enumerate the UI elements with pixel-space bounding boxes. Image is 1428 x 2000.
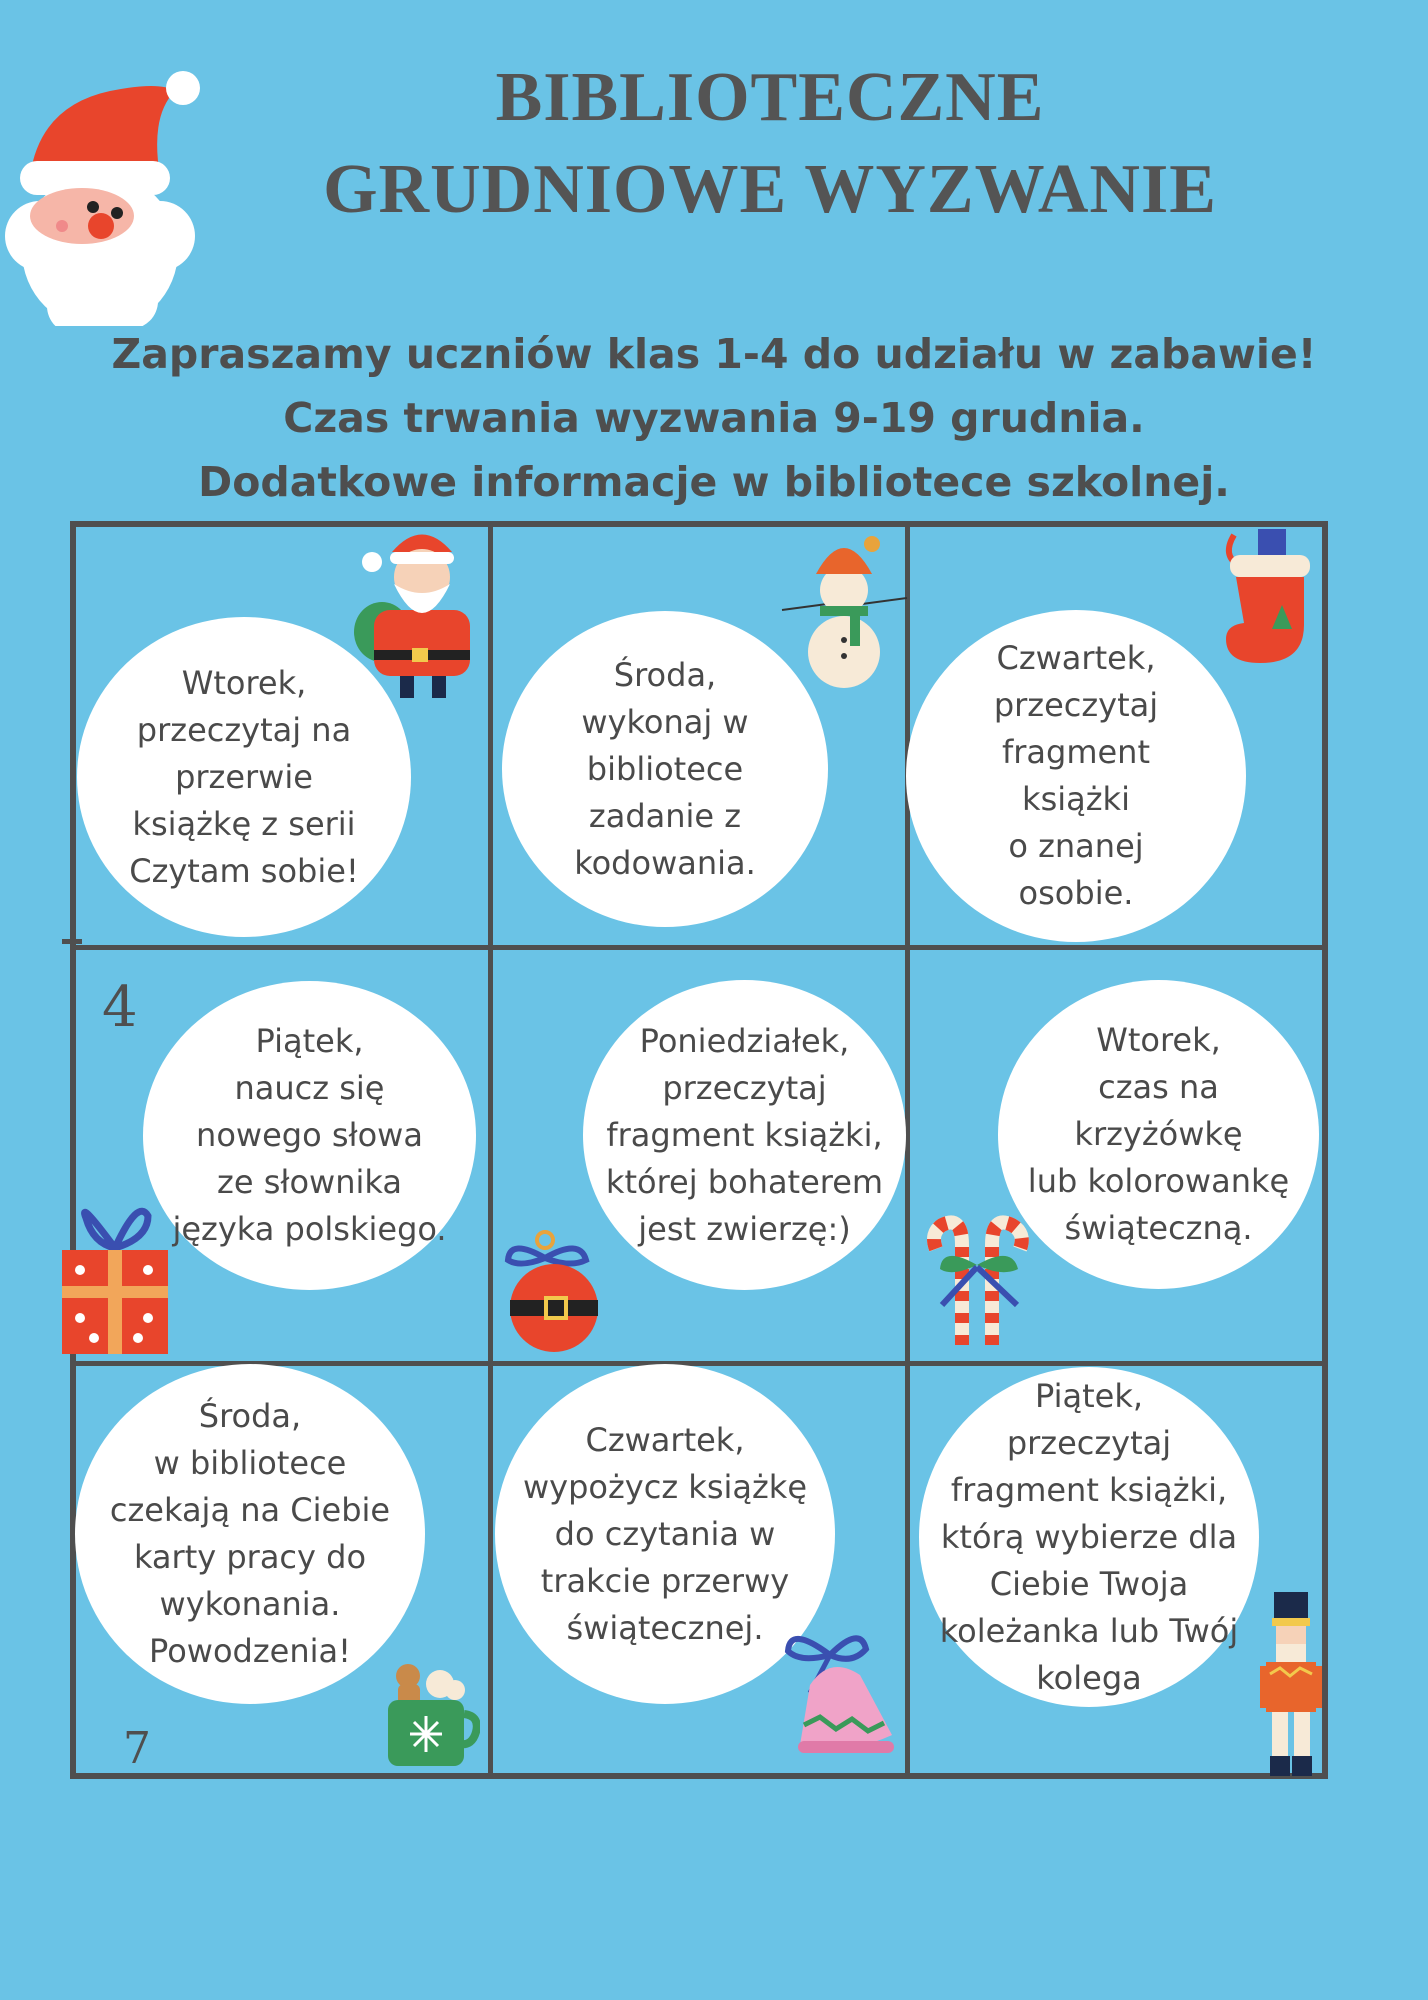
stocking-icon bbox=[1220, 525, 1320, 670]
intro-line-1: Zapraszamy uczniów klas 1-4 do udziału w zabawie! bbox=[111, 330, 1317, 378]
task-circle-friday-1 bbox=[143, 981, 476, 1290]
nutcracker-icon bbox=[1258, 1590, 1328, 1780]
task-text: Piątek, naucz się nowego słowa ze słownika języka polskiego. bbox=[172, 1022, 447, 1248]
grid-divider bbox=[488, 527, 493, 1773]
title-line-2: GRUDNIOWE WYZWANIE bbox=[323, 151, 1217, 228]
santa-head-icon bbox=[0, 36, 210, 326]
grid-divider bbox=[905, 527, 910, 1773]
page-title bbox=[300, 52, 1240, 236]
task-text: Poniedziałek, przeczytaj fragment książki, której bohaterem jest zwierzę:) bbox=[605, 1021, 884, 1248]
task-text: Piątek, przeczytaj fragment książki, którą wybierze dla Ciebie Twoja koleżanka lub Twój kolega bbox=[939, 1376, 1239, 1697]
task-text: Środa, w bibliotece czekają na Ciebie karty pracy do wykonania. Powodzenia! bbox=[109, 1397, 391, 1670]
cocoa-mug-icon bbox=[380, 1656, 480, 1771]
task-text: Czwartek, wypożycz książkę do czytania w trakcie przerwy świątecznej. bbox=[522, 1420, 807, 1647]
bell-icon bbox=[780, 1625, 900, 1760]
santa-icon bbox=[352, 522, 492, 712]
task-circle-monday bbox=[583, 980, 906, 1290]
intro-line-3: Dodatkowe informacje w bibliotece szkolnej. bbox=[198, 458, 1230, 506]
task-text: Wtorek, czas na krzyżówkę lub kolorowankę świąteczną. bbox=[1027, 1021, 1290, 1247]
intro-line-2: Czas trwania wyzwania 9-19 grudnia. bbox=[283, 394, 1145, 442]
number-four: 4 bbox=[102, 975, 138, 1040]
task-circle-wednesday-2 bbox=[75, 1364, 425, 1704]
task-circle-friday-2 bbox=[919, 1367, 1259, 1707]
snowman-icon bbox=[772, 522, 912, 692]
task-circle-thursday-1 bbox=[906, 610, 1246, 942]
intro-text bbox=[0, 322, 1428, 514]
title-line-1: BIBLIOTECZNE bbox=[495, 59, 1045, 136]
grid-divider bbox=[76, 945, 1322, 950]
task-text: Środa, wykonaj w bibliotece zadanie z kodowania. bbox=[574, 655, 756, 882]
grid-divider-overhang bbox=[62, 939, 82, 944]
task-text: Czwartek, przeczytaj fragment książki o znanej osobie. bbox=[993, 639, 1159, 912]
number-seven: 7 bbox=[123, 1723, 151, 1774]
task-text: Wtorek, przeczytaj na przerwie książkę z serii Czytam sobie! bbox=[129, 663, 359, 890]
ornament-icon bbox=[500, 1228, 605, 1358]
candy-cane-icon bbox=[922, 1205, 1042, 1350]
gift-icon bbox=[58, 1188, 173, 1358]
task-circle-tuesday-2 bbox=[998, 980, 1319, 1289]
